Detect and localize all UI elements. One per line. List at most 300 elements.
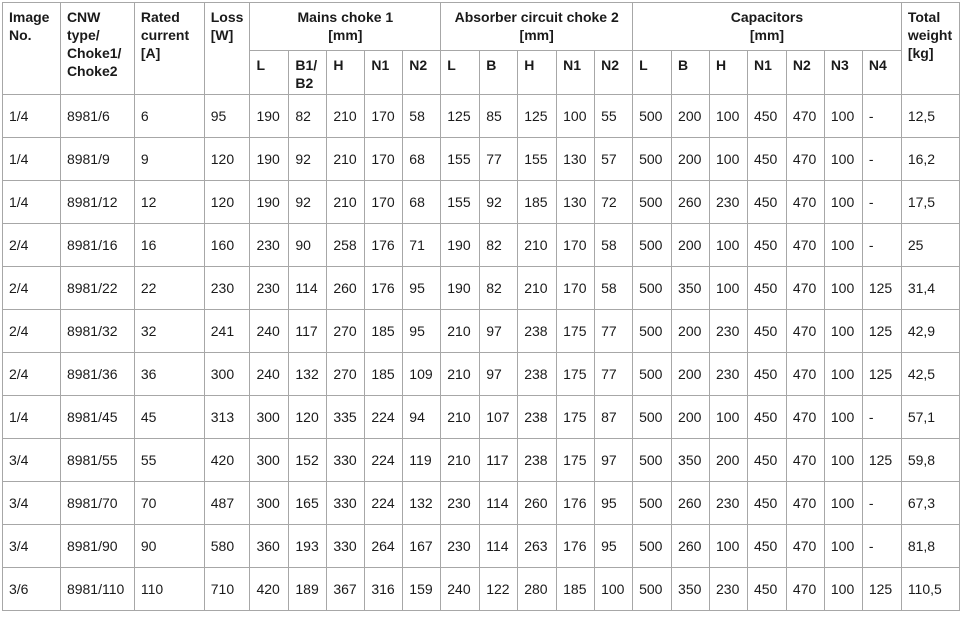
table-cell: 2/4 — [3, 267, 61, 310]
table-cell: 500 — [633, 138, 672, 181]
table-cell: 260 — [672, 525, 710, 568]
table-cell: 132 — [289, 353, 327, 396]
table-cell: 330 — [327, 525, 365, 568]
table-cell: 170 — [557, 267, 595, 310]
table-cell: 200 — [672, 396, 710, 439]
header-mains-choke: Mains choke 1 [mm] — [250, 3, 441, 51]
table-cell: 420 — [204, 439, 250, 482]
table-cell: 238 — [518, 439, 557, 482]
table-cell: 193 — [289, 525, 327, 568]
table-cell: 77 — [595, 310, 633, 353]
table-cell: 120 — [204, 138, 250, 181]
table-cell: 210 — [441, 310, 480, 353]
table-row — [3, 267, 960, 310]
table-cell: 3/4 — [3, 525, 61, 568]
table-cell: 190 — [250, 181, 289, 224]
table-cell: 68 — [403, 138, 441, 181]
table-cell: 176 — [365, 224, 403, 267]
cap-sub-header: N3 — [824, 51, 862, 95]
table-row — [3, 482, 960, 525]
table-cell: 300 — [250, 439, 289, 482]
absorber-sub-header: N2 — [595, 51, 633, 95]
absorber-sub-header: L — [441, 51, 480, 95]
table-cell: 97 — [480, 310, 518, 353]
table-cell: 270 — [327, 353, 365, 396]
table-cell: 160 — [204, 224, 250, 267]
cap-sub-header: N1 — [747, 51, 786, 95]
table-cell: 238 — [518, 396, 557, 439]
table-cell: 170 — [365, 181, 403, 224]
table-cell: 230 — [710, 310, 748, 353]
table-cell: 350 — [672, 267, 710, 310]
header-rated-current: Rated current [A] — [134, 3, 204, 95]
table-cell: 100 — [824, 181, 862, 224]
table-cell: 200 — [672, 138, 710, 181]
table-row — [3, 568, 960, 611]
cap-sub-header: B — [672, 51, 710, 95]
table-cell: 280 — [518, 568, 557, 611]
table-cell: 70 — [134, 482, 204, 525]
table-cell: 200 — [672, 353, 710, 396]
table-cell: 8981/36 — [60, 353, 134, 396]
table-cell: 500 — [633, 439, 672, 482]
table-cell: 8981/45 — [60, 396, 134, 439]
table-cell: 120 — [204, 181, 250, 224]
table-cell: 260 — [518, 482, 557, 525]
table-cell: 165 — [289, 482, 327, 525]
table-cell: 500 — [633, 525, 672, 568]
table-cell: 190 — [250, 138, 289, 181]
table-cell: 175 — [557, 439, 595, 482]
table-cell: 120 — [289, 396, 327, 439]
table-cell: 77 — [595, 353, 633, 396]
table-cell: 95 — [595, 482, 633, 525]
table-cell: 55 — [134, 439, 204, 482]
table-cell: 580 — [204, 525, 250, 568]
table-cell: 155 — [441, 138, 480, 181]
table-cell: 238 — [518, 310, 557, 353]
table-cell: 190 — [441, 267, 480, 310]
choke-capacitor-dimensions-table — [2, 2, 960, 611]
table-cell: 87 — [595, 396, 633, 439]
table-cell: 58 — [595, 224, 633, 267]
mains-sub-header: L — [250, 51, 289, 95]
table-cell: 3/4 — [3, 482, 61, 525]
table-cell: 125 — [518, 95, 557, 138]
table-cell: 470 — [786, 310, 824, 353]
table-cell: 97 — [480, 353, 518, 396]
table-cell: 57 — [595, 138, 633, 181]
cap-sub-header: L — [633, 51, 672, 95]
table-cell: 72 — [595, 181, 633, 224]
table-cell: 470 — [786, 181, 824, 224]
table-cell: 100 — [824, 267, 862, 310]
table-row — [3, 353, 960, 396]
table-cell: 90 — [134, 525, 204, 568]
table-cell: 85 — [480, 95, 518, 138]
table-cell: 31,4 — [901, 267, 959, 310]
table-cell: 12,5 — [901, 95, 959, 138]
header-capacitors: Capacitors [mm] — [633, 3, 902, 51]
table-cell: 95 — [403, 310, 441, 353]
table-cell: 17,5 — [901, 181, 959, 224]
table-cell: 710 — [204, 568, 250, 611]
table-row — [3, 95, 960, 138]
table-cell: 100 — [710, 396, 748, 439]
table-cell: 42,9 — [901, 310, 959, 353]
table-cell: 210 — [441, 439, 480, 482]
table-container — [2, 2, 960, 611]
table-cell: 100 — [710, 267, 748, 310]
table-cell: 59,8 — [901, 439, 959, 482]
table-cell: 450 — [747, 224, 786, 267]
table-cell: 117 — [289, 310, 327, 353]
table-cell: 260 — [672, 181, 710, 224]
table-cell: 110,5 — [901, 568, 959, 611]
table-cell: 82 — [480, 224, 518, 267]
table-cell: 500 — [633, 181, 672, 224]
table-cell: 155 — [441, 181, 480, 224]
table-cell: 258 — [327, 224, 365, 267]
table-cell: 470 — [786, 439, 824, 482]
table-cell: 125 — [862, 310, 901, 353]
table-cell: 313 — [204, 396, 250, 439]
table-cell: 200 — [672, 95, 710, 138]
table-cell: 210 — [327, 95, 365, 138]
table-cell: 200 — [672, 224, 710, 267]
table-cell: 3/6 — [3, 568, 61, 611]
table-cell: 130 — [557, 181, 595, 224]
table-cell: 210 — [441, 353, 480, 396]
table-cell: 8981/55 — [60, 439, 134, 482]
table-cell: 230 — [250, 267, 289, 310]
table-cell: 170 — [365, 95, 403, 138]
table-cell: 125 — [441, 95, 480, 138]
absorber-sub-header: N1 — [557, 51, 595, 95]
header-image-no: Image No. — [3, 3, 61, 95]
table-cell: 100 — [824, 95, 862, 138]
table-cell: 100 — [557, 95, 595, 138]
table-cell: 42,5 — [901, 353, 959, 396]
table-cell: 95 — [595, 525, 633, 568]
table-cell: 185 — [365, 310, 403, 353]
table-cell: 500 — [633, 310, 672, 353]
table-cell: 500 — [633, 482, 672, 525]
table-cell: 95 — [204, 95, 250, 138]
table-cell: 130 — [557, 138, 595, 181]
table-row — [3, 525, 960, 568]
table-cell: 470 — [786, 353, 824, 396]
header-absorber-choke: Absorber circuit choke 2 [mm] — [441, 3, 633, 51]
table-cell: - — [862, 181, 901, 224]
table-body — [3, 95, 960, 611]
table-cell: 230 — [441, 482, 480, 525]
table-cell: 1/4 — [3, 95, 61, 138]
table-cell: 330 — [327, 439, 365, 482]
table-row — [3, 310, 960, 353]
table-cell: 241 — [204, 310, 250, 353]
table-cell: 16,2 — [901, 138, 959, 181]
table-cell: 132 — [403, 482, 441, 525]
table-cell: 82 — [289, 95, 327, 138]
table-cell: 470 — [786, 482, 824, 525]
table-cell: 100 — [824, 396, 862, 439]
table-row — [3, 181, 960, 224]
table-cell: 125 — [862, 267, 901, 310]
table-cell: 55 — [595, 95, 633, 138]
table-cell: 77 — [480, 138, 518, 181]
table-cell: 8981/6 — [60, 95, 134, 138]
table-cell: 100 — [824, 224, 862, 267]
table-cell: 100 — [824, 482, 862, 525]
table-cell: 450 — [747, 353, 786, 396]
table-cell: 470 — [786, 267, 824, 310]
table-cell: 8981/90 — [60, 525, 134, 568]
table-cell: 470 — [786, 138, 824, 181]
table-cell: 176 — [557, 525, 595, 568]
table-cell: 119 — [403, 439, 441, 482]
table-cell: 8981/9 — [60, 138, 134, 181]
table-cell: 100 — [710, 525, 748, 568]
cap-sub-header: N2 — [786, 51, 824, 95]
table-cell: 109 — [403, 353, 441, 396]
table-cell: 500 — [633, 224, 672, 267]
table-cell: 500 — [633, 353, 672, 396]
table-cell: 58 — [595, 267, 633, 310]
cap-sub-header: N4 — [862, 51, 901, 95]
table-cell: 97 — [595, 439, 633, 482]
table-cell: 360 — [250, 525, 289, 568]
table-cell: 185 — [518, 181, 557, 224]
table-cell: 1/4 — [3, 181, 61, 224]
table-cell: 117 — [480, 439, 518, 482]
mains-sub-header: H — [327, 51, 365, 95]
table-cell: 210 — [518, 267, 557, 310]
table-cell: 159 — [403, 568, 441, 611]
table-cell: 230 — [710, 181, 748, 224]
table-cell: 9 — [134, 138, 204, 181]
table-row — [3, 224, 960, 267]
table-cell: 110 — [134, 568, 204, 611]
table-cell: 450 — [747, 525, 786, 568]
table-cell: 176 — [365, 267, 403, 310]
table-cell: 175 — [557, 396, 595, 439]
absorber-sub-header: B — [480, 51, 518, 95]
table-cell: 450 — [747, 396, 786, 439]
table-cell: 8981/110 — [60, 568, 134, 611]
table-cell: 487 — [204, 482, 250, 525]
table-cell: 470 — [786, 224, 824, 267]
table-cell: 450 — [747, 439, 786, 482]
table-cell: 100 — [824, 310, 862, 353]
table-cell: 230 — [204, 267, 250, 310]
table-cell: 114 — [480, 482, 518, 525]
table-cell: 260 — [327, 267, 365, 310]
table-cell: 500 — [633, 568, 672, 611]
table-cell: 107 — [480, 396, 518, 439]
table-cell: 230 — [710, 353, 748, 396]
table-cell: 114 — [289, 267, 327, 310]
table-cell: 240 — [441, 568, 480, 611]
table-cell: 316 — [365, 568, 403, 611]
table-cell: 100 — [824, 525, 862, 568]
table-cell: 167 — [403, 525, 441, 568]
header-total-weight: Total weight [kg] — [901, 3, 959, 95]
table-cell: 57,1 — [901, 396, 959, 439]
table-cell: - — [862, 138, 901, 181]
table-cell: 152 — [289, 439, 327, 482]
mains-sub-header: N2 — [403, 51, 441, 95]
table-cell: - — [862, 482, 901, 525]
table-cell: 470 — [786, 568, 824, 611]
table-cell: 470 — [786, 396, 824, 439]
table-cell: 210 — [327, 181, 365, 224]
table-cell: 500 — [633, 267, 672, 310]
table-cell: 230 — [710, 568, 748, 611]
cap-sub-header: H — [710, 51, 748, 95]
table-cell: 25 — [901, 224, 959, 267]
table-cell: 500 — [633, 95, 672, 138]
table-cell: 450 — [747, 267, 786, 310]
table-cell: 230 — [441, 525, 480, 568]
table-cell: 500 — [633, 396, 672, 439]
table-cell: 200 — [710, 439, 748, 482]
table-cell: 170 — [557, 224, 595, 267]
table-cell: 2/4 — [3, 353, 61, 396]
table-cell: 470 — [786, 525, 824, 568]
table-cell: 263 — [518, 525, 557, 568]
table-cell: 95 — [403, 267, 441, 310]
header-row-1 — [3, 3, 960, 51]
table-cell: 350 — [672, 439, 710, 482]
table-cell: 8981/22 — [60, 267, 134, 310]
table-cell: 2/4 — [3, 224, 61, 267]
table-row — [3, 396, 960, 439]
table-cell: 100 — [710, 95, 748, 138]
table-cell: 200 — [672, 310, 710, 353]
table-cell: - — [862, 396, 901, 439]
table-cell: 81,8 — [901, 525, 959, 568]
table-cell: 1/4 — [3, 396, 61, 439]
mains-sub-header: B1/ B2 — [289, 51, 327, 95]
table-cell: 260 — [672, 482, 710, 525]
table-cell: 450 — [747, 181, 786, 224]
table-cell: 90 — [289, 224, 327, 267]
table-cell: 300 — [204, 353, 250, 396]
table-cell: 12 — [134, 181, 204, 224]
table-cell: 100 — [710, 138, 748, 181]
table-cell: 125 — [862, 353, 901, 396]
table-cell: 330 — [327, 482, 365, 525]
table-cell: 58 — [403, 95, 441, 138]
table-cell: 240 — [250, 353, 289, 396]
table-cell: 190 — [441, 224, 480, 267]
table-cell: 100 — [595, 568, 633, 611]
table-cell: 300 — [250, 482, 289, 525]
table-cell: 67,3 — [901, 482, 959, 525]
table-cell: 175 — [557, 310, 595, 353]
table-cell: 92 — [289, 138, 327, 181]
table-cell: 175 — [557, 353, 595, 396]
table-cell: 82 — [480, 267, 518, 310]
table-cell: 224 — [365, 482, 403, 525]
table-cell: 92 — [289, 181, 327, 224]
header-cnw-type: CNW type/ Choke1/ Choke2 — [60, 3, 134, 95]
table-cell: 450 — [747, 568, 786, 611]
table-cell: 2/4 — [3, 310, 61, 353]
table-cell: 238 — [518, 353, 557, 396]
table-cell: - — [862, 95, 901, 138]
table-cell: 45 — [134, 396, 204, 439]
table-cell: 335 — [327, 396, 365, 439]
table-cell: 1/4 — [3, 138, 61, 181]
table-row — [3, 138, 960, 181]
table-cell: 230 — [710, 482, 748, 525]
table-cell: 22 — [134, 267, 204, 310]
table-cell: 8981/70 — [60, 482, 134, 525]
table-cell: 367 — [327, 568, 365, 611]
table-cell: 350 — [672, 568, 710, 611]
table-cell: 224 — [365, 439, 403, 482]
table-cell: 125 — [862, 439, 901, 482]
table-cell: - — [862, 525, 901, 568]
table-cell: 100 — [824, 353, 862, 396]
table-cell: 8981/32 — [60, 310, 134, 353]
table-cell: 210 — [327, 138, 365, 181]
table-cell: 185 — [557, 568, 595, 611]
table-cell: 189 — [289, 568, 327, 611]
table-cell: 8981/16 — [60, 224, 134, 267]
table-cell: 36 — [134, 353, 204, 396]
table-cell: 100 — [710, 224, 748, 267]
table-cell: 230 — [250, 224, 289, 267]
table-cell: 224 — [365, 396, 403, 439]
table-cell: 122 — [480, 568, 518, 611]
table-cell: 450 — [747, 95, 786, 138]
table-cell: 100 — [824, 439, 862, 482]
table-cell: 420 — [250, 568, 289, 611]
table-cell: 450 — [747, 482, 786, 525]
table-cell: 155 — [518, 138, 557, 181]
table-cell: 190 — [250, 95, 289, 138]
table-cell: 450 — [747, 138, 786, 181]
table-cell: 125 — [862, 568, 901, 611]
table-cell: 210 — [441, 396, 480, 439]
table-cell: 170 — [365, 138, 403, 181]
table-cell: 210 — [518, 224, 557, 267]
table-cell: 185 — [365, 353, 403, 396]
table-cell: 100 — [824, 568, 862, 611]
table-cell: 100 — [824, 138, 862, 181]
header-loss: Loss [W] — [204, 3, 250, 95]
table-cell: 68 — [403, 181, 441, 224]
table-cell: 71 — [403, 224, 441, 267]
table-row — [3, 439, 960, 482]
table-cell: 470 — [786, 95, 824, 138]
table-cell: 450 — [747, 310, 786, 353]
mains-sub-header: N1 — [365, 51, 403, 95]
table-cell: 32 — [134, 310, 204, 353]
table-cell: 94 — [403, 396, 441, 439]
table-cell: 240 — [250, 310, 289, 353]
table-cell: - — [862, 224, 901, 267]
table-cell: 8981/12 — [60, 181, 134, 224]
table-cell: 92 — [480, 181, 518, 224]
table-cell: 300 — [250, 396, 289, 439]
absorber-sub-header: H — [518, 51, 557, 95]
table-cell: 3/4 — [3, 439, 61, 482]
table-cell: 114 — [480, 525, 518, 568]
